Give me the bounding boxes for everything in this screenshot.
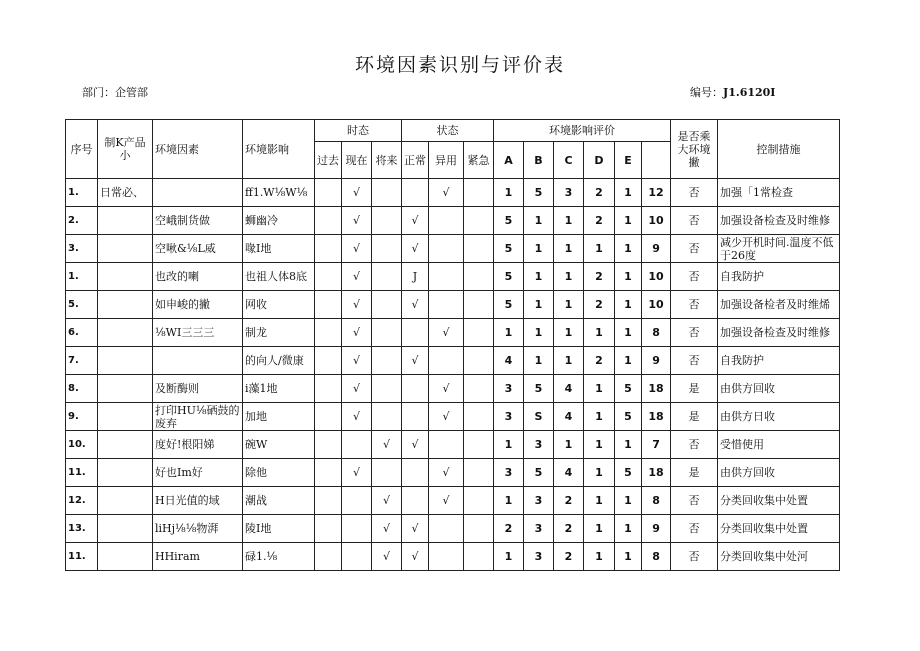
row-total: 10: [642, 291, 671, 319]
row-seq: 9.: [66, 403, 98, 431]
table-row: [66, 207, 840, 235]
row-b: S: [524, 403, 554, 431]
row-product: 日常必、: [98, 179, 153, 207]
row-control: 由供方回收: [718, 375, 840, 403]
row-present: [342, 487, 372, 515]
table-row: [66, 543, 840, 571]
row-significant: 是: [671, 403, 718, 431]
row-a: 1: [494, 179, 524, 207]
row-c: 1: [554, 347, 584, 375]
row-product: [98, 459, 153, 487]
row-significant: 是: [671, 459, 718, 487]
row-d: 1: [584, 375, 615, 403]
table-row: [66, 459, 840, 487]
table-row: [66, 403, 840, 431]
header-tense: 时态: [315, 120, 402, 142]
row-b: 3: [524, 487, 554, 515]
row-a: 1: [494, 431, 524, 459]
row-control: 加强设备检查及时维修: [718, 319, 840, 347]
row-future: √: [372, 431, 402, 459]
row-factor: 度好!根阳娣: [153, 431, 243, 459]
row-impact: 潮战: [243, 487, 315, 515]
row-factor: 空啾&⅛L威: [153, 235, 243, 263]
row-future: [372, 207, 402, 235]
evaluation-table: [65, 119, 840, 571]
row-seq: 11.: [66, 543, 98, 571]
row-past: [315, 347, 342, 375]
row-factor: liHj⅛⅛物湃: [153, 515, 243, 543]
row-a: 1: [494, 543, 524, 571]
row-future: [372, 347, 402, 375]
row-future: [372, 403, 402, 431]
row-product: [98, 431, 153, 459]
row-seq: 10.: [66, 431, 98, 459]
header-significant: 是否乘大环境撇: [671, 120, 718, 179]
row-significant: 否: [671, 543, 718, 571]
row-significant: 否: [671, 319, 718, 347]
row-past: [315, 235, 342, 263]
row-total: 8: [642, 487, 671, 515]
row-past: [315, 487, 342, 515]
row-past: [315, 515, 342, 543]
row-b: 1: [524, 263, 554, 291]
row-impact: 除他: [243, 459, 315, 487]
row-factor: 空峨制货做: [153, 207, 243, 235]
row-significant: 否: [671, 207, 718, 235]
header-emergency: 紧急: [464, 142, 494, 179]
header-control: 控制措施: [718, 120, 840, 179]
row-control: 加强「1常检查: [718, 179, 840, 207]
header-present: 现在: [342, 142, 372, 179]
row-normal: √: [402, 291, 429, 319]
row-a: 1: [494, 487, 524, 515]
row-c: 4: [554, 459, 584, 487]
header-past: 过去: [315, 142, 342, 179]
row-future: [372, 263, 402, 291]
table-row: [66, 487, 840, 515]
row-future: √: [372, 515, 402, 543]
row-abnormal: [429, 263, 464, 291]
row-significant: 否: [671, 431, 718, 459]
row-significant: 否: [671, 235, 718, 263]
row-a: 5: [494, 207, 524, 235]
row-control: 分类回收集中处置: [718, 487, 840, 515]
row-b: 3: [524, 431, 554, 459]
code-value: J1.6120I: [723, 86, 776, 99]
row-factor: 好也Im好: [153, 459, 243, 487]
row-total: 9: [642, 235, 671, 263]
row-a: 3: [494, 403, 524, 431]
row-control: 加强设备检查及时维修: [718, 207, 840, 235]
row-total: 9: [642, 515, 671, 543]
row-normal: √: [402, 515, 429, 543]
row-e: 1: [615, 207, 642, 235]
row-seq: 6.: [66, 319, 98, 347]
row-past: [315, 319, 342, 347]
row-total: 10: [642, 207, 671, 235]
row-present: √: [342, 235, 372, 263]
row-c: 1: [554, 431, 584, 459]
row-product: [98, 543, 153, 571]
row-emergency: [464, 543, 494, 571]
row-product: [98, 263, 153, 291]
row-e: 1: [615, 487, 642, 515]
row-product: [98, 347, 153, 375]
department-label: 部门：企管部: [82, 86, 148, 99]
row-c: 2: [554, 515, 584, 543]
row-b: 5: [524, 459, 554, 487]
row-product: [98, 291, 153, 319]
row-b: 1: [524, 207, 554, 235]
row-future: [372, 291, 402, 319]
row-emergency: [464, 179, 494, 207]
row-d: 1: [584, 515, 615, 543]
row-c: 2: [554, 487, 584, 515]
table-row: [66, 431, 840, 459]
row-past: [315, 179, 342, 207]
row-e: 1: [615, 263, 642, 291]
row-abnormal: [429, 543, 464, 571]
row-c: 1: [554, 319, 584, 347]
row-normal: √: [402, 431, 429, 459]
row-normal: [402, 375, 429, 403]
row-c: 1: [554, 291, 584, 319]
row-seq: 1.: [66, 179, 98, 207]
row-b: 5: [524, 375, 554, 403]
header-evaluation: 环境影响评价: [494, 120, 671, 142]
header-normal: 正常: [402, 142, 429, 179]
row-e: 1: [615, 543, 642, 571]
row-significant: 否: [671, 347, 718, 375]
row-past: [315, 291, 342, 319]
row-emergency: [464, 263, 494, 291]
row-future: √: [372, 543, 402, 571]
row-d: 2: [584, 347, 615, 375]
row-e: 1: [615, 515, 642, 543]
row-product: [98, 235, 153, 263]
row-c: 2: [554, 543, 584, 571]
row-abnormal: √: [429, 403, 464, 431]
row-past: [315, 263, 342, 291]
row-abnormal: √: [429, 459, 464, 487]
row-factor: 也改的喇: [153, 263, 243, 291]
row-b: 1: [524, 291, 554, 319]
header-product: 制K产品小: [98, 120, 153, 179]
row-normal: √: [402, 347, 429, 375]
row-factor: 如申峻的撇: [153, 291, 243, 319]
row-impact: 喙Ⅰ地: [243, 235, 315, 263]
row-product: [98, 207, 153, 235]
row-b: 1: [524, 235, 554, 263]
row-past: [315, 431, 342, 459]
row-present: √: [342, 459, 372, 487]
row-past: [315, 375, 342, 403]
row-d: 1: [584, 487, 615, 515]
row-product: [98, 375, 153, 403]
header-a: A: [494, 142, 524, 179]
row-total: 9: [642, 347, 671, 375]
row-normal: [402, 403, 429, 431]
row-impact: i藻1地: [243, 375, 315, 403]
header-seq: 序号: [66, 120, 98, 179]
row-emergency: [464, 459, 494, 487]
row-product: [98, 515, 153, 543]
row-factor: ⅛WI三三三: [153, 319, 243, 347]
header-d: D: [584, 142, 615, 179]
row-seq: 2.: [66, 207, 98, 235]
page-title: 环境因素识别与评价表: [354, 54, 565, 76]
row-abnormal: [429, 235, 464, 263]
row-significant: 否: [671, 263, 718, 291]
row-e: 1: [615, 347, 642, 375]
row-future: [372, 179, 402, 207]
row-past: [315, 403, 342, 431]
row-future: [372, 375, 402, 403]
row-impact: 加地: [243, 403, 315, 431]
row-emergency: [464, 515, 494, 543]
header-total: [642, 142, 671, 179]
document-code: [690, 84, 775, 100]
table-row: [66, 375, 840, 403]
row-normal: [402, 179, 429, 207]
row-impact: ff1.W⅛W⅛: [243, 179, 315, 207]
row-d: 2: [584, 179, 615, 207]
row-emergency: [464, 431, 494, 459]
row-significant: 是: [671, 375, 718, 403]
header-factor: 环境因素: [153, 120, 243, 179]
row-abnormal: √: [429, 319, 464, 347]
row-a: 5: [494, 263, 524, 291]
row-e: 1: [615, 291, 642, 319]
row-emergency: [464, 347, 494, 375]
header-abnormal: 异用: [429, 142, 464, 179]
code-label: 编号：: [690, 86, 723, 99]
row-e: 1: [615, 431, 642, 459]
row-emergency: [464, 487, 494, 515]
row-total: 8: [642, 319, 671, 347]
row-past: [315, 459, 342, 487]
row-present: √: [342, 291, 372, 319]
header-row-1: [66, 120, 840, 142]
row-factor: [153, 347, 243, 375]
row-b: 5: [524, 179, 554, 207]
header-impact: 环境影响: [243, 120, 315, 179]
row-control: 分类回收集中处河: [718, 543, 840, 571]
row-b: 3: [524, 543, 554, 571]
row-a: 5: [494, 291, 524, 319]
row-normal: [402, 319, 429, 347]
row-normal: [402, 459, 429, 487]
table-row: [66, 515, 840, 543]
row-normal: [402, 487, 429, 515]
row-abnormal: √: [429, 487, 464, 515]
row-e: 5: [615, 459, 642, 487]
table-row: [66, 263, 840, 291]
row-impact: 制龙: [243, 319, 315, 347]
row-d: 1: [584, 235, 615, 263]
row-significant: 否: [671, 515, 718, 543]
table-row: [66, 319, 840, 347]
row-d: 2: [584, 291, 615, 319]
row-control: 加强设备检者及时维烯: [718, 291, 840, 319]
row-seq: 8.: [66, 375, 98, 403]
row-total: 18: [642, 459, 671, 487]
row-total: 18: [642, 403, 671, 431]
table-body: [66, 179, 840, 571]
row-impact: 陵I地: [243, 515, 315, 543]
row-a: 4: [494, 347, 524, 375]
row-control: 自我防护: [718, 263, 840, 291]
header-e: E: [615, 142, 642, 179]
row-impact: 也祖人体8底: [243, 263, 315, 291]
row-product: [98, 403, 153, 431]
row-factor: 打印HU⅛硒鼓的废弃: [153, 403, 243, 431]
row-total: 10: [642, 263, 671, 291]
row-control: 由供方回收: [718, 459, 840, 487]
row-c: 1: [554, 235, 584, 263]
row-present: √: [342, 375, 372, 403]
header-status: 状态: [402, 120, 494, 142]
row-future: [372, 235, 402, 263]
row-seq: 7.: [66, 347, 98, 375]
row-normal: √: [402, 235, 429, 263]
row-product: [98, 319, 153, 347]
row-significant: 否: [671, 291, 718, 319]
table-row: [66, 291, 840, 319]
row-present: √: [342, 263, 372, 291]
row-abnormal: [429, 291, 464, 319]
row-emergency: [464, 235, 494, 263]
row-d: 1: [584, 403, 615, 431]
row-e: 1: [615, 319, 642, 347]
row-abnormal: [429, 431, 464, 459]
row-emergency: [464, 319, 494, 347]
row-seq: 5.: [66, 291, 98, 319]
row-c: 3: [554, 179, 584, 207]
row-significant: 否: [671, 179, 718, 207]
row-future: [372, 319, 402, 347]
row-impact: 网收: [243, 291, 315, 319]
row-normal: √: [402, 543, 429, 571]
row-total: 8: [642, 543, 671, 571]
row-emergency: [464, 375, 494, 403]
row-e: 1: [615, 235, 642, 263]
row-significant: 否: [671, 487, 718, 515]
table-row: [66, 235, 840, 263]
row-present: [342, 431, 372, 459]
row-seq: 12.: [66, 487, 98, 515]
row-future: √: [372, 487, 402, 515]
row-a: 5: [494, 235, 524, 263]
row-d: 1: [584, 543, 615, 571]
row-a: 3: [494, 459, 524, 487]
row-d: 1: [584, 459, 615, 487]
row-abnormal: [429, 515, 464, 543]
row-e: 5: [615, 375, 642, 403]
row-present: [342, 543, 372, 571]
row-present: √: [342, 207, 372, 235]
row-factor: 及断酶则: [153, 375, 243, 403]
row-impact: 碗W: [243, 431, 315, 459]
row-total: 18: [642, 375, 671, 403]
row-b: 1: [524, 347, 554, 375]
row-normal: J: [402, 263, 429, 291]
row-c: 4: [554, 403, 584, 431]
row-control: 受惜使用: [718, 431, 840, 459]
row-total: 12: [642, 179, 671, 207]
row-impact: 蛳幽冷: [243, 207, 315, 235]
row-factor: [153, 179, 243, 207]
row-e: 1: [615, 179, 642, 207]
row-present: √: [342, 179, 372, 207]
row-future: [372, 459, 402, 487]
row-c: 1: [554, 207, 584, 235]
row-b: 3: [524, 515, 554, 543]
row-factor: H日光值的域: [153, 487, 243, 515]
row-control: 由供方日收: [718, 403, 840, 431]
row-seq: 3.: [66, 235, 98, 263]
header-b: B: [524, 142, 554, 179]
row-d: 1: [584, 319, 615, 347]
row-present: √: [342, 403, 372, 431]
row-a: 3: [494, 375, 524, 403]
row-impact: 碌1.⅛: [243, 543, 315, 571]
row-e: 5: [615, 403, 642, 431]
row-product: [98, 487, 153, 515]
row-a: 1: [494, 319, 524, 347]
row-a: 2: [494, 515, 524, 543]
row-total: 7: [642, 431, 671, 459]
row-normal: √: [402, 207, 429, 235]
row-factor: HHiram: [153, 543, 243, 571]
row-control: 减少开机时间.温度不低于26度: [718, 235, 840, 263]
row-past: [315, 207, 342, 235]
row-abnormal: [429, 207, 464, 235]
row-seq: 13.: [66, 515, 98, 543]
row-past: [315, 543, 342, 571]
row-d: 1: [584, 431, 615, 459]
row-seq: 1.: [66, 263, 98, 291]
row-d: 2: [584, 263, 615, 291]
row-c: 4: [554, 375, 584, 403]
row-b: 1: [524, 319, 554, 347]
row-emergency: [464, 291, 494, 319]
row-present: [342, 515, 372, 543]
row-emergency: [464, 207, 494, 235]
row-emergency: [464, 403, 494, 431]
row-c: 1: [554, 263, 584, 291]
row-control: 分类回收集中处置: [718, 515, 840, 543]
row-seq: 11.: [66, 459, 98, 487]
header-c: C: [554, 142, 584, 179]
row-abnormal: √: [429, 179, 464, 207]
row-abnormal: √: [429, 375, 464, 403]
row-d: 2: [584, 207, 615, 235]
row-abnormal: [429, 347, 464, 375]
row-present: √: [342, 319, 372, 347]
row-present: √: [342, 347, 372, 375]
table-row: [66, 179, 840, 207]
header-future: 将来: [372, 142, 402, 179]
row-impact: 的向人/微康: [243, 347, 315, 375]
table-row: [66, 347, 840, 375]
row-control: 自我防护: [718, 347, 840, 375]
